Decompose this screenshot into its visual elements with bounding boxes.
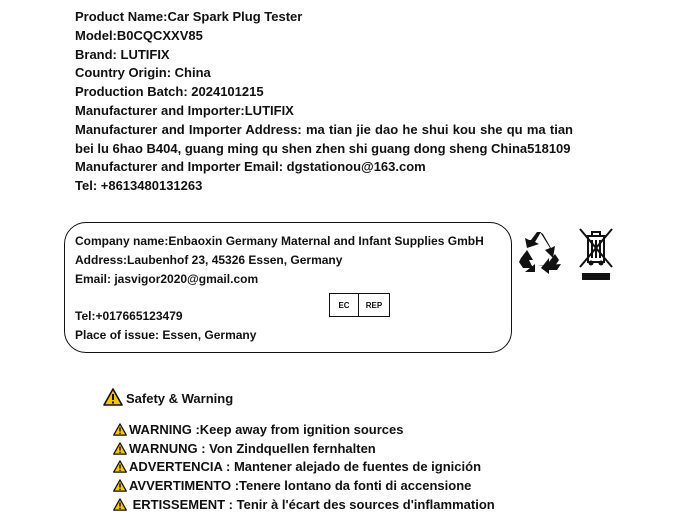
- warning-triangle-icon: [113, 479, 127, 492]
- warning-triangle-icon: [113, 442, 127, 455]
- warning-triangle-icon: [113, 498, 127, 511]
- product-name: Product Name:Car Spark Plug Tester: [75, 9, 303, 24]
- warning-item: [113, 476, 495, 495]
- recycle-icon: [515, 228, 565, 276]
- manufacturer: Manufacturer and Importer:LUTIFIX: [75, 102, 294, 118]
- ec-rep-symbol: [329, 293, 390, 317]
- manufacturer-tel: Tel: +8613480131263: [75, 178, 203, 194]
- warning-text: AVVERTIMENTO :Tenere lontano da fonti di accensione: [129, 478, 472, 494]
- ec-address: Address:Laubenhof 23, 45326 Essen, Germany: [75, 253, 343, 267]
- warning-item: [113, 420, 495, 439]
- crossed-out-bin-icon: [577, 226, 615, 282]
- warning-list: [113, 420, 495, 514]
- warning-item: [113, 495, 495, 514]
- product-info: [75, 8, 573, 196]
- warning-triangle-icon: [113, 460, 127, 473]
- ec-label: EC: [330, 294, 359, 316]
- warning-text: WARNUNG : Von Zindquellen fernhalten: [129, 440, 376, 456]
- warning-text: ERTISSEMENT : Tenir à l'écart des sources d'inflammation: [129, 497, 495, 513]
- manufacturer-email: Manufacturer and Importer Email: dgstationou@163.com: [75, 159, 426, 175]
- warning-triangle-icon: [113, 423, 127, 436]
- safety-heading: [103, 388, 233, 406]
- warning-item: [113, 458, 495, 477]
- ec-company: Company name:Enbaoxin Germany Maternal and Infant Supplies GmbH: [75, 234, 484, 248]
- safety-title: Safety & Warning: [126, 391, 234, 406]
- warning-triangle-icon: [103, 388, 123, 406]
- product-model: Model:B0CQCXXV85: [75, 27, 203, 43]
- production-batch: Production Batch: 2024101215: [75, 84, 264, 100]
- warning-item: [113, 439, 495, 458]
- warning-text: WARNING :Keep away from ignition sources: [129, 421, 404, 437]
- ec-place: Place of issue: Essen, Germany: [75, 328, 257, 342]
- country-origin: Country Origin: China: [75, 65, 211, 81]
- warning-text: ADVERTENCIA : Mantener alejado de fuentes de ignición: [129, 459, 482, 475]
- rep-label: REP: [365, 300, 383, 310]
- ec-tel: Tel:+017665123479: [75, 309, 183, 323]
- product-brand: Brand: LUTIFIX: [75, 46, 170, 62]
- ec-rep-box: [64, 222, 512, 353]
- manufacturer-address: Manufacturer and Importer Address: ma tian jie dao he shui kou she qu ma tian bei lu 6hao B404, guang ming qu shen zhen shi guang dong sheng China518109: [75, 121, 573, 156]
- ec-email: Email: jasvigor2020@gmail.com: [75, 272, 259, 286]
